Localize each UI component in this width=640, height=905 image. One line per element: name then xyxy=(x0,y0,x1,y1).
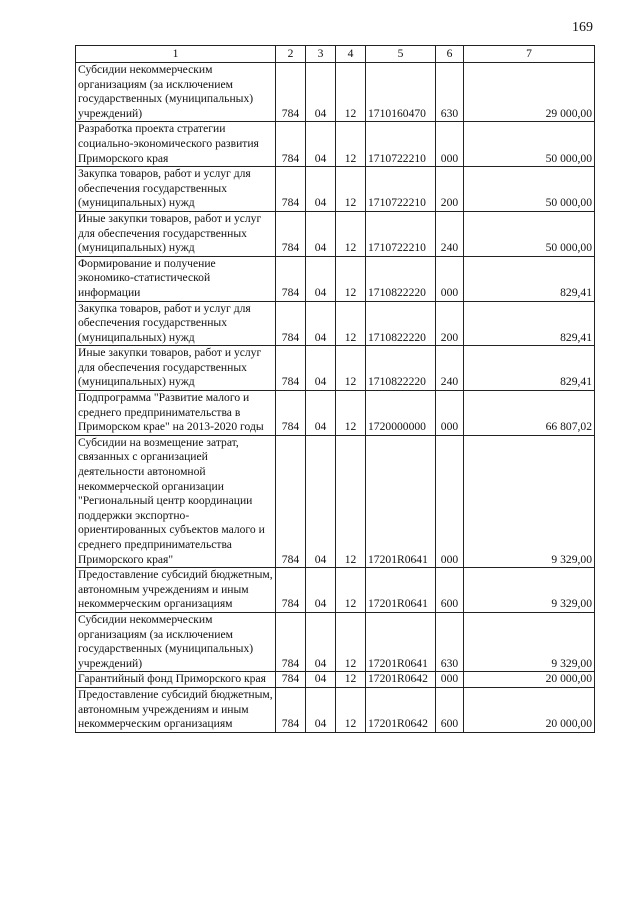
row-pr-cell: 12 xyxy=(336,391,366,436)
row-vr-cell: 000 xyxy=(436,435,464,567)
row-pr-cell: 12 xyxy=(336,256,366,301)
row-rz-cell: 04 xyxy=(306,167,336,212)
table-row xyxy=(76,122,595,167)
row-csr-cell: 1710822220 xyxy=(366,301,436,346)
row-pr-cell: 12 xyxy=(336,211,366,256)
row-pr-cell: 12 xyxy=(336,568,366,613)
row-name-cell: Формирование и получение экономико-статистической информации xyxy=(76,256,276,301)
header-col-7: 7 xyxy=(464,46,595,63)
table-row xyxy=(76,435,595,567)
table-row xyxy=(76,256,595,301)
row-rz-cell: 04 xyxy=(306,568,336,613)
row-rz-cell: 04 xyxy=(306,672,336,688)
table-row xyxy=(76,211,595,256)
row-vr-cell: 200 xyxy=(436,301,464,346)
row-pr-cell: 12 xyxy=(336,672,366,688)
row-amount-cell: 50 000,00 xyxy=(464,122,595,167)
row-pr-cell: 12 xyxy=(336,63,366,122)
row-name-cell: Подпрограмма "Развитие малого и среднего предпринимательства в Приморском крае" на 2013-2020 годы xyxy=(76,391,276,436)
row-ved-cell: 784 xyxy=(276,435,306,567)
row-csr-cell: 1710822220 xyxy=(366,256,436,301)
row-rz-cell: 04 xyxy=(306,612,336,671)
row-rz-cell: 04 xyxy=(306,301,336,346)
table-row xyxy=(76,568,595,613)
row-csr-cell: 1710722210 xyxy=(366,211,436,256)
row-csr-cell: 17201R0642 xyxy=(366,672,436,688)
row-ved-cell: 784 xyxy=(276,63,306,122)
row-amount-cell: 829,41 xyxy=(464,256,595,301)
row-csr-cell: 1710722210 xyxy=(366,122,436,167)
row-name-cell: Разработка проекта стратегии социально-экономического развития Приморского края xyxy=(76,122,276,167)
table-row xyxy=(76,301,595,346)
row-ved-cell: 784 xyxy=(276,568,306,613)
row-pr-cell: 12 xyxy=(336,435,366,567)
header-col-4: 4 xyxy=(336,46,366,63)
row-name-cell: Закупка товаров, работ и услуг для обеспечения государственных (муниципальных) нужд xyxy=(76,301,276,346)
row-csr-cell: 17201R0642 xyxy=(366,687,436,732)
row-ved-cell: 784 xyxy=(276,672,306,688)
row-name-cell: Субсидии некоммерческим организациям (за исключением государственных (муниципальных) учреждений) xyxy=(76,63,276,122)
row-amount-cell: 829,41 xyxy=(464,301,595,346)
header-col-6: 6 xyxy=(436,46,464,63)
row-pr-cell: 12 xyxy=(336,167,366,212)
row-amount-cell: 66 807,02 xyxy=(464,391,595,436)
table-body xyxy=(76,63,595,733)
row-vr-cell: 000 xyxy=(436,391,464,436)
row-csr-cell: 1720000000 xyxy=(366,391,436,436)
row-ved-cell: 784 xyxy=(276,211,306,256)
row-pr-cell: 12 xyxy=(336,301,366,346)
table-row xyxy=(76,672,595,688)
row-name-cell: Гарантийный фонд Приморского края xyxy=(76,672,276,688)
row-vr-cell: 000 xyxy=(436,122,464,167)
row-vr-cell: 600 xyxy=(436,568,464,613)
table-row xyxy=(76,346,595,391)
header-row xyxy=(76,46,595,63)
row-amount-cell: 20 000,00 xyxy=(464,687,595,732)
row-ved-cell: 784 xyxy=(276,256,306,301)
row-vr-cell: 600 xyxy=(436,687,464,732)
row-ved-cell: 784 xyxy=(276,346,306,391)
row-ved-cell: 784 xyxy=(276,167,306,212)
row-pr-cell: 12 xyxy=(336,612,366,671)
row-rz-cell: 04 xyxy=(306,122,336,167)
row-amount-cell: 829,41 xyxy=(464,346,595,391)
row-amount-cell: 9 329,00 xyxy=(464,435,595,567)
row-pr-cell: 12 xyxy=(336,687,366,732)
row-vr-cell: 000 xyxy=(436,672,464,688)
row-csr-cell: 1710722210 xyxy=(366,167,436,212)
row-rz-cell: 04 xyxy=(306,211,336,256)
budget-table xyxy=(75,45,595,733)
row-amount-cell: 50 000,00 xyxy=(464,167,595,212)
row-name-cell: Субсидии на возмещение затрат, связанных с организацией деятельности автономной некоммерческой организации "Региональный центр координации поддержки экспортно-ориентированных субъектов малого и среднего предпринимательства Приморского края" xyxy=(76,435,276,567)
row-amount-cell: 50 000,00 xyxy=(464,211,595,256)
row-csr-cell: 17201R0641 xyxy=(366,435,436,567)
row-name-cell: Предоставление субсидий бюджетным, автономным учреждениям и иным некоммерческим организациям xyxy=(76,568,276,613)
row-name-cell: Закупка товаров, работ и услуг для обеспечения государственных (муниципальных) нужд xyxy=(76,167,276,212)
table-header xyxy=(76,46,595,63)
row-name-cell: Иные закупки товаров, работ и услуг для обеспечения государственных (муниципальных) нужд xyxy=(76,211,276,256)
row-csr-cell: 1710160470 xyxy=(366,63,436,122)
row-vr-cell: 200 xyxy=(436,167,464,212)
row-rz-cell: 04 xyxy=(306,256,336,301)
row-amount-cell: 20 000,00 xyxy=(464,672,595,688)
row-vr-cell: 630 xyxy=(436,63,464,122)
table-row xyxy=(76,167,595,212)
page-number: 169 xyxy=(572,20,593,35)
header-col-2: 2 xyxy=(276,46,306,63)
row-vr-cell: 000 xyxy=(436,256,464,301)
row-rz-cell: 04 xyxy=(306,435,336,567)
table-row xyxy=(76,687,595,732)
row-amount-cell: 9 329,00 xyxy=(464,612,595,671)
row-csr-cell: 1710822220 xyxy=(366,346,436,391)
row-rz-cell: 04 xyxy=(306,346,336,391)
row-vr-cell: 630 xyxy=(436,612,464,671)
row-amount-cell: 29 000,00 xyxy=(464,63,595,122)
row-pr-cell: 12 xyxy=(336,122,366,167)
header-col-1: 1 xyxy=(76,46,276,63)
header-col-3: 3 xyxy=(306,46,336,63)
row-ved-cell: 784 xyxy=(276,687,306,732)
row-ved-cell: 784 xyxy=(276,301,306,346)
table-row xyxy=(76,612,595,671)
row-ved-cell: 784 xyxy=(276,391,306,436)
table-row xyxy=(76,391,595,436)
table-row xyxy=(76,63,595,122)
header-col-5: 5 xyxy=(366,46,436,63)
row-name-cell: Субсидии некоммерческим организациям (за исключением государственных (муниципальных) учреждений) xyxy=(76,612,276,671)
row-vr-cell: 240 xyxy=(436,211,464,256)
row-rz-cell: 04 xyxy=(306,687,336,732)
row-amount-cell: 9 329,00 xyxy=(464,568,595,613)
row-rz-cell: 04 xyxy=(306,391,336,436)
row-csr-cell: 17201R0641 xyxy=(366,612,436,671)
row-ved-cell: 784 xyxy=(276,612,306,671)
row-name-cell: Иные закупки товаров, работ и услуг для обеспечения государственных (муниципальных) нужд xyxy=(76,346,276,391)
row-csr-cell: 17201R0641 xyxy=(366,568,436,613)
row-pr-cell: 12 xyxy=(336,346,366,391)
row-rz-cell: 04 xyxy=(306,63,336,122)
row-name-cell: Предоставление субсидий бюджетным, автономным учреждениям и иным некоммерческим организациям xyxy=(76,687,276,732)
row-vr-cell: 240 xyxy=(436,346,464,391)
row-ved-cell: 784 xyxy=(276,122,306,167)
